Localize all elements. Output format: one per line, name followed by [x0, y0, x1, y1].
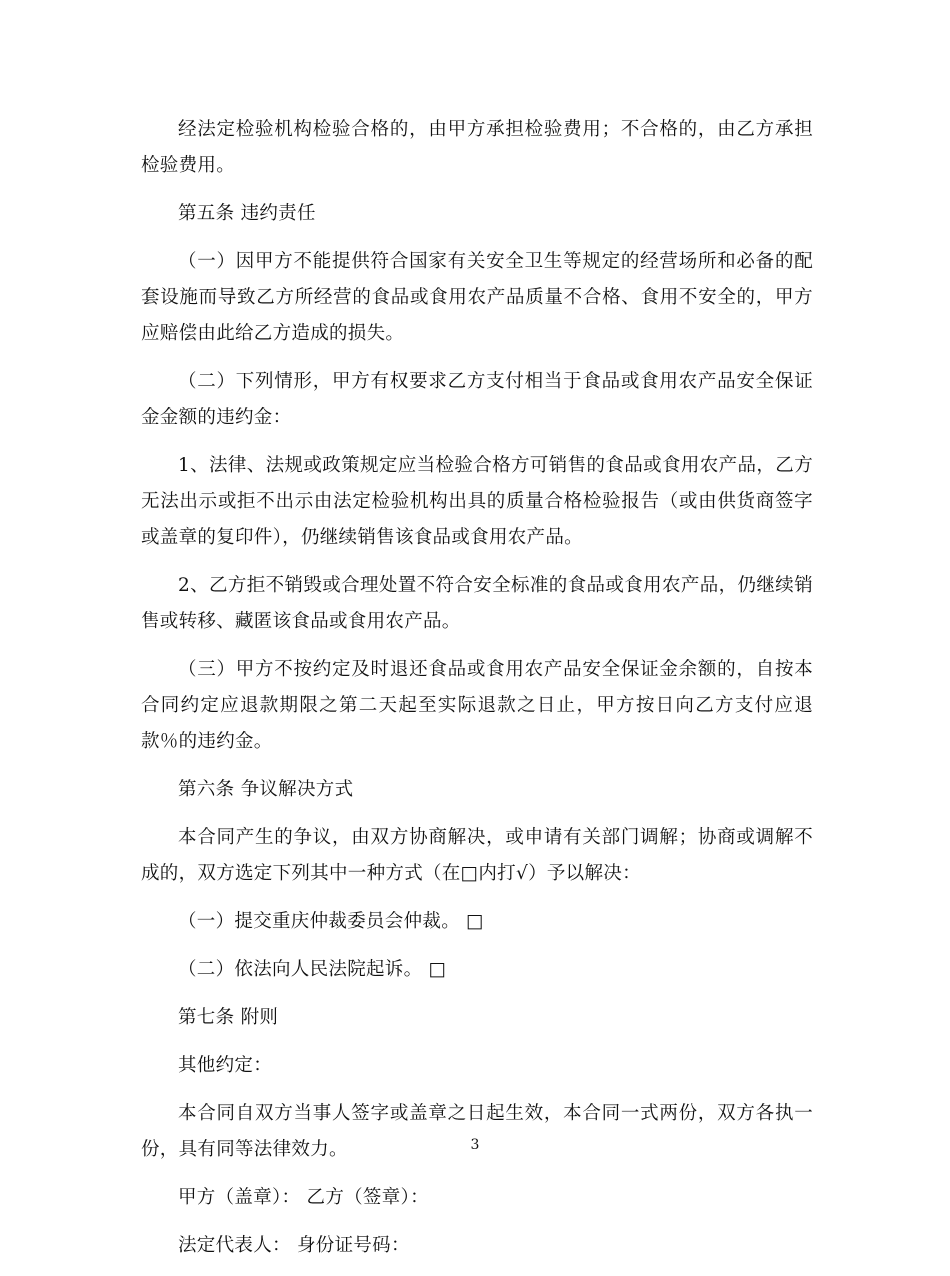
option-arbitration: （一）提交重庆仲裁委员会仲裁。 □ — [178, 911, 484, 932]
heading-article-6: 第六条 争议解决方式 — [178, 779, 354, 800]
paragraph-other-terms: 其他约定： — [178, 1055, 273, 1076]
heading-article-5: 第五条 违约责任 — [178, 203, 316, 224]
paragraph-liability-3: （三）甲方不按约定及时退还食品或食用农产品安全保证金余额的，自按本合同约定应退款期限之第二天起至实际退款之日止，甲方按日向乙方支付应退款％的违约金。 — [141, 659, 813, 752]
paragraph-liability-2: （二）下列情形，甲方有权要求乙方支付相当于食品或食用农产品安全保证金金额的违约金： — [141, 371, 813, 428]
paragraph-liability-2-item-1: 1、法律、法规或政策规定应当检验合格方可销售的食品或食用农产品，乙方无法出示或拒不出示由法定检验机构出具的质量合格检验报告（或由供货商签字或盖章的复印件），仍继续销售该食品或食用农产品。 — [141, 455, 813, 548]
paragraph-liability-2-item-2: 2、乙方拒不销毁或合理处置不符合安全标准的食品或食用农产品，仍继续销售或转移、藏匿该食品或食用农产品。 — [141, 575, 813, 632]
signature-representative: 法定代表人： 身份证号码： — [178, 1235, 410, 1256]
document-body — [141, 112, 813, 1276]
paragraph-liability-1: （一）因甲方不能提供符合国家有关安全卫生等规定的经营场所和必备的配套设施而导致乙方所经营的食品或食用农产品质量不合格、食用不安全的，甲方应赔偿由此给乙方造成的损失。 — [141, 251, 813, 344]
heading-article-7: 第七条 附则 — [178, 1007, 279, 1028]
page-number: 3 — [470, 1137, 480, 1153]
paragraph-effectiveness: 本合同自双方当事人签字或盖章之日起生效，本合同一式两份，双方各执一份，具有同等法律效力。 — [141, 1103, 813, 1160]
signature-parties: 甲方（盖章）： 乙方（签章）： — [178, 1187, 429, 1208]
paragraph-inspection-fees: 经法定检验机构检验合格的，由甲方承担检验费用；不合格的，由乙方承担检验费用。 — [141, 119, 813, 176]
paragraph-dispute-resolution: 本合同产生的争议，由双方协商解决，或申请有关部门调解；协商或调解不成的，双方选定下列其中一种方式（在□内打√）予以解决： — [141, 827, 813, 884]
option-court: （二）依法向人民法院起诉。 □ — [178, 959, 447, 980]
